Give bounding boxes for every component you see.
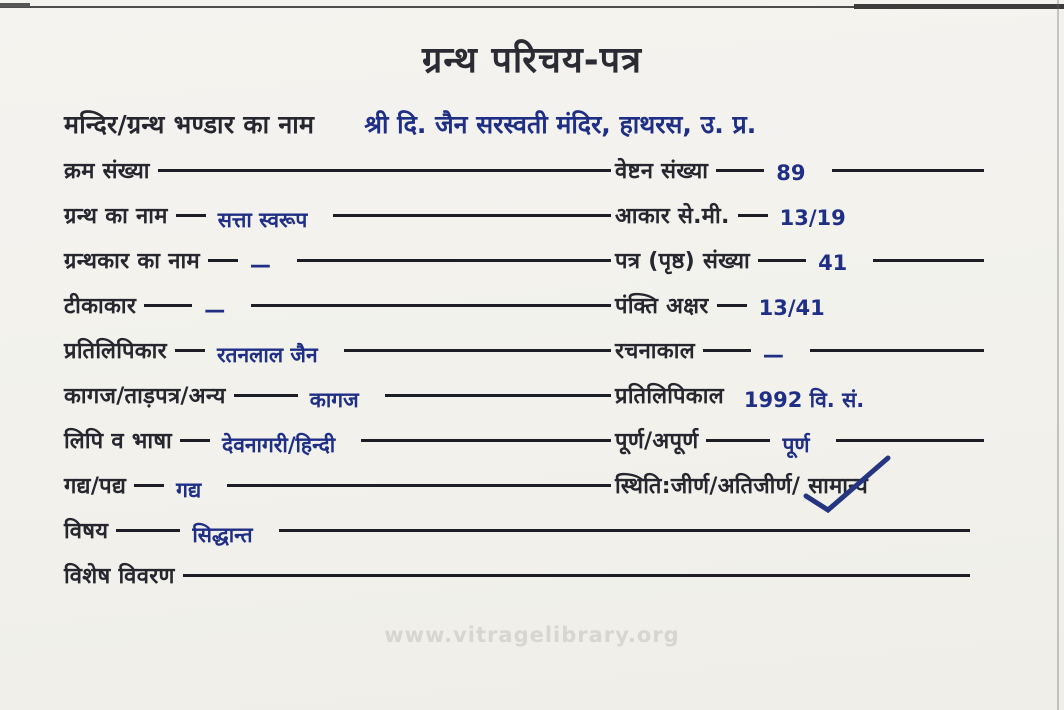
rule-line xyxy=(180,439,210,442)
size-cm-value: 13/19 xyxy=(779,206,846,230)
rule-line xyxy=(208,259,238,262)
rule-line xyxy=(227,484,611,487)
copyist-value: रतनलाल जैन xyxy=(216,343,318,367)
form-row xyxy=(64,515,1048,560)
rule-line xyxy=(832,169,984,172)
blank-space xyxy=(876,470,984,515)
lines-letters-label: पंक्ति अक्षर xyxy=(615,294,709,319)
script-language-value: देवनागरी/हिन्दी xyxy=(222,433,336,457)
size-cm-label: आकार से.मी. xyxy=(615,204,730,229)
watermark-text: www.vitragelibrary.org xyxy=(384,623,680,647)
rule-line xyxy=(385,394,611,397)
temple-name-label: मन्दिर/ग्रन्थ भण्डार का नाम xyxy=(64,110,315,139)
page-count-label: पत्र (पृष्ठ) संख्या xyxy=(615,249,751,274)
condition-checked-option: सामान्य xyxy=(808,470,876,515)
rule-line xyxy=(116,529,180,532)
rule-line xyxy=(144,304,192,307)
book-name-value: सत्ता स्वरूप xyxy=(217,208,308,232)
composition-date-label: रचनाकाल xyxy=(615,339,695,364)
form-row xyxy=(64,380,1048,425)
form-row xyxy=(64,335,1048,380)
copyist-label: प्रतिलिपिकार xyxy=(64,339,167,364)
copy-date-value: 1992 वि. सं. xyxy=(743,388,865,412)
rule-line xyxy=(279,529,970,532)
temple-name-value: श्री दि. जैन सरस्वती मंदिर, हाथरस, उ. प्र. xyxy=(364,110,757,139)
form-row xyxy=(64,200,1048,245)
complete-incomplete-label: पूर्ण/अपूर्ण xyxy=(615,429,699,454)
scan-edge-top-right xyxy=(854,4,1064,9)
rule-line xyxy=(836,439,984,442)
form-row xyxy=(64,470,1048,515)
form-row xyxy=(64,560,1048,605)
subject-value: सिद्धान्त xyxy=(192,523,253,547)
condition-label: स्थिति:जीर्ण/अतिजीर्ण/ xyxy=(615,474,801,499)
form-row xyxy=(64,245,1048,290)
bundle-number-label: वेष्टन संख्या xyxy=(615,159,709,184)
subject-label: विषय xyxy=(64,519,109,544)
form-row xyxy=(64,155,1048,200)
script-language-label: लिपि व भाषा xyxy=(64,429,173,454)
blank-space xyxy=(890,380,984,425)
rule-line xyxy=(175,349,205,352)
form-grid xyxy=(0,141,1064,605)
author-name-label: ग्रन्थकार का नाम xyxy=(64,249,200,274)
serial-number-label: क्रम संख्या xyxy=(64,159,150,184)
commentator-value: — xyxy=(204,298,226,322)
bundle-number-value: 89 xyxy=(776,161,806,185)
complete-incomplete-value: पूर्ण xyxy=(782,433,810,457)
book-name-label: ग्रन्थ का नाम xyxy=(64,204,168,229)
form-row xyxy=(64,290,1048,335)
page-count-value: 41 xyxy=(818,251,848,275)
rule-line xyxy=(134,484,164,487)
scan-edge-top-left xyxy=(0,3,30,7)
rule-line xyxy=(361,439,611,442)
rule-line xyxy=(717,304,747,307)
header-row xyxy=(0,83,1064,141)
rule-line xyxy=(333,214,611,217)
rule-line xyxy=(344,349,611,352)
material-value: कागज xyxy=(309,388,359,412)
rule-line xyxy=(738,214,768,217)
form-row xyxy=(64,425,1048,470)
rule-line xyxy=(251,304,611,307)
lines-letters-value: 13/41 xyxy=(758,296,825,320)
rule-line xyxy=(234,394,298,397)
rule-line xyxy=(758,259,806,262)
rule-line xyxy=(810,349,984,352)
rule-line xyxy=(297,259,611,262)
card-title: ग्रन्थ परिचय-पत्र xyxy=(422,40,642,81)
scan-edge-right xyxy=(1057,0,1059,710)
blank-space xyxy=(872,200,984,245)
blank-space xyxy=(851,290,984,335)
rule-line xyxy=(706,439,770,442)
rule-line xyxy=(183,574,970,577)
rule-line xyxy=(716,169,764,172)
commentator-label: टीकाकार xyxy=(64,294,137,319)
rule-line xyxy=(176,214,206,217)
rule-line xyxy=(873,259,984,262)
prose-verse-label: गद्य/पद्य xyxy=(64,474,127,499)
composition-date-value: — xyxy=(762,343,784,367)
author-name-value: — xyxy=(249,253,271,277)
copy-date-label: प्रतिलिपिकाल xyxy=(615,384,724,409)
special-details-label: विशेष विवरण xyxy=(64,564,175,589)
material-label: कागज/ताड़पत्र/अन्य xyxy=(64,384,226,409)
rule-line xyxy=(158,169,611,172)
prose-verse-value: गद्य xyxy=(176,478,202,502)
rule-line xyxy=(703,349,751,352)
